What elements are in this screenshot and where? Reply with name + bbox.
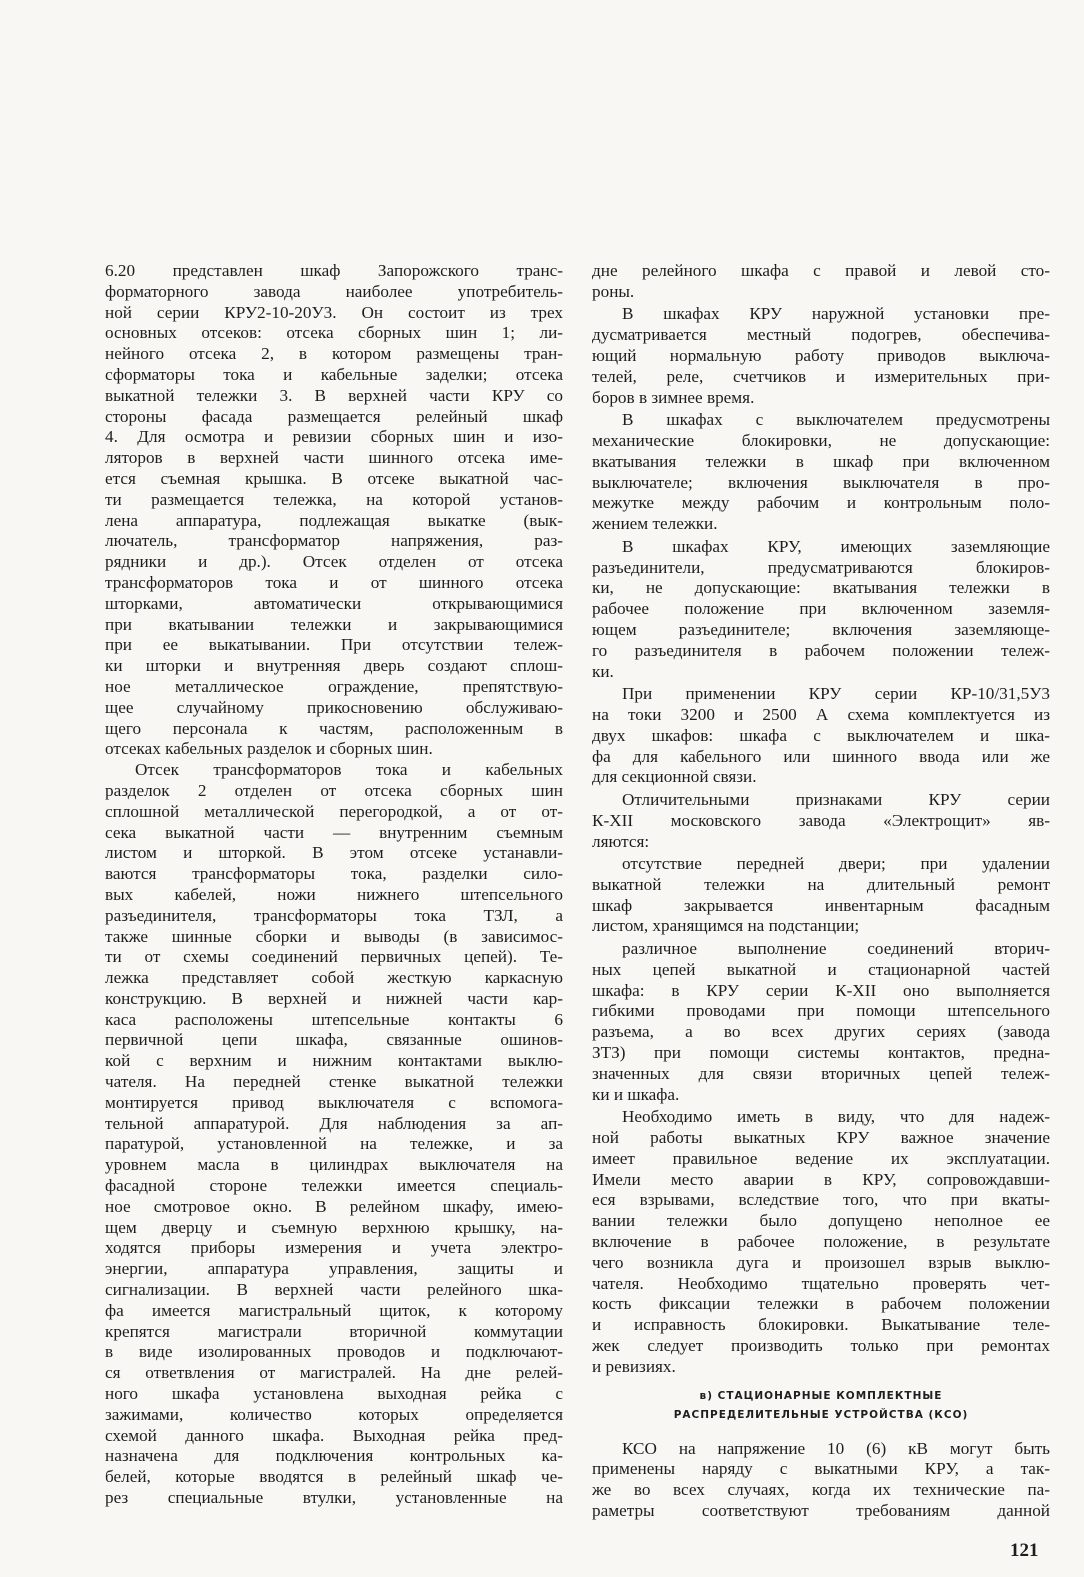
paragraph (592, 939, 1050, 1105)
section-heading-line: в) СТАЦИОНАРНЫЕ КОМПЛЕКТНЫЕ (699, 1389, 943, 1402)
paragraph (105, 760, 563, 1509)
text-line: ся ответвления от магистралей. На дне релей- (105, 1363, 563, 1383)
text-line: КСО на напряжение 10 (6) кВ могут быть (622, 1438, 1050, 1458)
text-line: монтируется привод выключателя с вспомога- (105, 1092, 563, 1112)
text-line: лежка представляет собой жесткую каркасную (105, 968, 563, 988)
text-line: ющий нормальную работу приводов выключа- (592, 345, 1050, 365)
text-line: ной серии КРУ2-10-20У3. Он состоит из трех (105, 302, 563, 322)
text-line: ляторов в верхней части шинного отсека име- (105, 448, 563, 468)
text-line: же во всех случаях, когда их технические па- (592, 1480, 1050, 1500)
text-line: 4. Для осмотра и ревизии сборных шин и изо- (105, 427, 563, 447)
text-line: паратурой, установленной на тележке, и за (105, 1134, 563, 1154)
text-line: отсеках кабельных разделок и сборных шин. (105, 739, 433, 759)
text-line: энергии, аппаратура управления, защиты и (105, 1259, 563, 1279)
paragraph (592, 1439, 1050, 1522)
paragraph (592, 790, 1050, 852)
text-line: листом и шторкой. В этом отсеке устанавли- (105, 843, 563, 863)
text-line: трансформаторов тока и от шинного отсека (105, 572, 563, 592)
text-line: сигнализации. В верхней части релейного шка- (105, 1280, 563, 1300)
text-line: разъединители, предусматриваются блокиров- (592, 557, 1050, 577)
text-line: го разъединителя в рабочем положении тележ- (592, 640, 1050, 660)
text-line: К-XII московского завода «Электрощит» яв- (592, 810, 1050, 830)
paragraph (105, 261, 563, 760)
text-line: схемой данного шкафа. Выходная рейка пред- (105, 1425, 563, 1445)
text-line: дне релейного шкафа с правой и левой сто- (592, 261, 1050, 280)
text-line: разъединителя, трансформаторы тока ТЗЛ, а (105, 905, 563, 925)
text-line: ное металлическое ограждение, препятствую- (105, 676, 563, 696)
text-line: применены наряду с выкатными КРУ, а так- (592, 1459, 1050, 1479)
paragraph (592, 854, 1050, 937)
text-line: шкаф закрывается инвентарным фасадным (592, 895, 1050, 915)
text-line: вых кабелей, ножи нижнего штепсельного (105, 884, 563, 904)
text-line: при ее выкатывании. При отсутствии тележ- (105, 635, 563, 655)
text-line: шкафа: в КРУ серии К-XII оно выполняется (592, 980, 1050, 1000)
text-line: лена аппаратура, подлежащая выкатке (вык- (105, 510, 563, 530)
text-line: ки. (592, 661, 614, 681)
text-line: дусматривается местный подогрев, обеспечива- (592, 325, 1050, 345)
text-line: значенных для связи вторичных цепей тележ- (592, 1063, 1050, 1083)
paragraph (592, 537, 1050, 683)
text-line: В шкафах КРУ наружной установки пре- (622, 304, 1050, 324)
text-line: ного шкафа установлена выходная рейка с (105, 1384, 563, 1404)
text-line: жек следует производить только при ремонтах (592, 1336, 1050, 1356)
text-line: щего персонала к частям, расположенным в (105, 718, 563, 738)
text-line: сплошной металлической перегородкой, а от от- (105, 801, 563, 821)
text-line: форматорного завода наиболее употребитель- (105, 281, 563, 301)
text-line: Имели место аварии в КРУ, сопровождавши- (592, 1169, 1050, 1189)
text-line: имеет правильное ведение их эксплуатации. (592, 1148, 1050, 1168)
text-line: механические блокировки, не допускающие: (592, 430, 1050, 450)
text-line: выкатной тележки на длительный ремонт (592, 874, 1050, 894)
text-line: ное смотровое окно. В релейном шкафу, имею- (105, 1196, 563, 1216)
text-line: межутке между рабочим и контрольным поло- (592, 493, 1050, 513)
text-line: листом, хранящимся на подстанции; (592, 916, 860, 936)
text-line: боров в зимнее время. (592, 387, 755, 407)
text-line: кость фиксации тележки в рабочем положении (592, 1294, 1050, 1314)
text-line: крепятся магистрали вторичной коммутации (105, 1321, 563, 1341)
text-line: фа имеется магистральный щиток, к которому (105, 1300, 563, 1320)
text-line: ется съемная крышка. В отсеке выкатной час- (105, 468, 563, 488)
page-number: 121 (1010, 1540, 1039, 1561)
text-line: ваются трансформаторы тока, разделки сило- (105, 864, 563, 884)
text-line: чего возникла дуга и произошел взрыв выклю- (592, 1252, 1050, 1272)
text-line: различное выполнение соединений вторич- (622, 939, 1050, 959)
text-line: В шкафах с выключателем предусмотрены (622, 410, 1050, 430)
text-line: тельной аппаратурой. Для наблюдения за ап- (105, 1113, 563, 1133)
text-line: вкатывания тележки в шкаф при включенном (592, 451, 1050, 471)
text-line: ки и шкафа. (592, 1084, 680, 1104)
text-line: лючатель, трансформатор напряжения, раз- (105, 531, 563, 551)
text-line: стороны фасада размещается релейный шкаф (105, 406, 563, 426)
text-line: в виде изолированных проводов и подключают- (105, 1342, 563, 1362)
text-line: уровнем масла в цилиндрах выключателя на (105, 1155, 563, 1175)
text-line: двух шкафов: шкафа с выключателем и шка- (592, 725, 1050, 745)
text-line: при вкатывании тележки и закрывающимися (105, 614, 563, 634)
text-line: ки, не допускающие: вкатывания тележки в (592, 578, 1050, 598)
text-column-left (105, 261, 563, 1509)
text-line: конструкцию. В верхней и нижней части кар- (105, 988, 563, 1008)
text-line: отсутствие передней двери; при удалении (622, 854, 1050, 874)
text-line: При применении КРУ серии КР-10/31,5У3 (622, 684, 1050, 704)
text-line: щем дверцу и съемную верхнюю крышку, на- (105, 1217, 563, 1237)
text-line: ти от схемы соединений первичных цепей). Те- (105, 947, 563, 967)
text-line: ной работы выкатных КРУ важное значение (592, 1128, 1050, 1148)
paragraph (592, 304, 1050, 408)
text-line: и исправность блокировки. Выкатывание теле- (592, 1315, 1050, 1335)
text-line: рядники и др.). Отсек отделен от отсека (105, 552, 563, 572)
text-line: включение в рабочее положение, в результате (592, 1232, 1050, 1252)
text-line: Отличительными признаками КРУ серии (622, 789, 1050, 809)
text-line: щее случайному прикосновению обслуживаю- (105, 697, 563, 717)
text-line: жением тележки. (592, 514, 718, 534)
text-line: и ревизиях. (592, 1356, 676, 1376)
text-line: для секционной связи. (592, 767, 757, 787)
text-line: рабочее положение при включенном заземля- (592, 599, 1050, 619)
text-line: Необходимо иметь в виду, что для надеж- (622, 1107, 1050, 1127)
text-line: ЗТЗ) при помощи системы контактов, предна- (592, 1043, 1050, 1063)
text-line: сека выкатной части — внутренним съемным (105, 822, 563, 842)
text-line: кой с верхним и нижним контактами выклю- (105, 1051, 563, 1071)
text-line: фасадной стороне тележки имеется специаль- (105, 1176, 563, 1196)
section-heading (592, 1387, 1050, 1425)
text-line: Отсек трансформаторов тока и кабельных (135, 760, 563, 780)
text-line: ных цепей выкатной и стационарной частей (592, 959, 1050, 979)
text-line: ляются: (592, 831, 650, 851)
text-line: фа для кабельного или шинного ввода или же (592, 746, 1050, 766)
text-line: ющем разъединителе; включения заземляюще- (592, 619, 1050, 639)
text-line: 6.20 представлен шкаф Запорожского транс- (105, 261, 563, 280)
text-line: разделок 2 отделен от отсека сборных шин (105, 780, 563, 800)
paragraph (592, 410, 1050, 535)
text-line: каса расположены штепсельные контакты 6 (105, 1009, 563, 1029)
text-line: ки шторки и внутренняя дверь создают сплош- (105, 656, 563, 676)
text-line: назначена для подключения контрольных ка- (105, 1446, 563, 1466)
text-line: еся взрывами, вследствие того, что при вкаты- (592, 1190, 1050, 1210)
text-line: ти размещается тележка, на которой установ- (105, 489, 563, 509)
text-line: телей, реле, счетчиков и измерительных при- (592, 366, 1050, 386)
text-line: основных отсеков: отсека сборных шин 1; ли- (105, 323, 563, 343)
text-line: белей, которые вводятся в релейный шкаф че- (105, 1467, 563, 1487)
text-line: первичной цепи шкафа, связанные ошинов- (105, 1030, 563, 1050)
text-line: сформаторы тока и кабельные заделки; отсека (105, 364, 563, 384)
section-heading-line: РАСПРЕДЕЛИТЕЛЬНЫЕ УСТРОЙСТВА (КСО) (673, 1408, 969, 1421)
text-line: нейного отсека 2, в котором размещены тран- (105, 344, 563, 364)
text-line: выключателе; включения выключателя в про- (592, 472, 1050, 492)
text-line: гибкими проводами при помощи штепсельного (592, 1001, 1050, 1021)
text-line: шторками, автоматически открывающимися (105, 593, 563, 613)
text-line: ходятся приборы измерения и учета электро- (105, 1238, 563, 1258)
text-column-right (592, 261, 1050, 1522)
text-line: на токи 3200 и 2500 А схема комплектуется из (592, 704, 1050, 724)
text-line: раметры соответствуют требованиям данной (592, 1501, 1050, 1520)
text-line: также шинные сборки и выводы (в зависимос- (105, 926, 563, 946)
text-line: выкатной тележки 3. В верхней части КРУ со (105, 385, 563, 405)
text-line: разъема, а во всех других сериях (завода (592, 1022, 1050, 1042)
text-line: чателя. Необходимо тщательно проверять чет- (592, 1273, 1050, 1293)
text-line: роны. (592, 281, 635, 301)
paragraph (592, 1107, 1050, 1377)
text-line: В шкафах КРУ, имеющих заземляющие (622, 536, 1050, 556)
text-line: рез специальные втулки, установленные на (105, 1488, 563, 1508)
text-line: вании тележки было допущено неполное ее (592, 1211, 1050, 1231)
text-line: чателя. На передней стенке выкатной тележки (105, 1072, 563, 1092)
paragraph (592, 261, 1050, 303)
text-line: зажимами, количество которых определяется (105, 1404, 563, 1424)
paragraph (592, 684, 1050, 788)
